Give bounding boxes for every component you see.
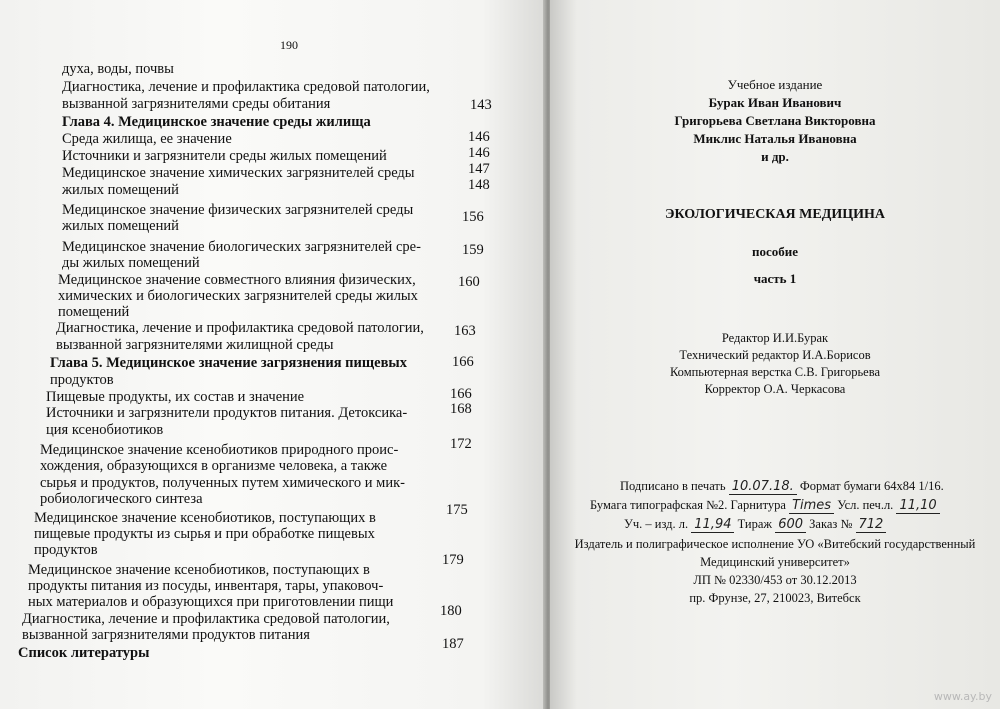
toc-line: продуктов (34, 542, 98, 558)
toc-page-ref: 166 (450, 386, 472, 402)
toc-page-ref: 147 (468, 161, 490, 177)
toc-line: сырья и продуктов, полученных путем химического и мик- (40, 475, 405, 491)
imprint-publisher-1: Издатель и полиграфическое исполнение УО «Витебский государственный (574, 537, 976, 551)
edition-type: Учебное издание (727, 77, 823, 92)
toc-line: вызванной загрязнителями продуктов питания (22, 627, 310, 643)
toc-line: ды жилых помещений (62, 255, 200, 271)
imprint-paper: Бумага типографская №2. Гарнитура Times Усл. печ.л. 11,10 (590, 499, 940, 512)
toc-line: Источники и загрязнители продуктов питания. Детоксика- (46, 405, 408, 421)
toc-line: Среда жилища, ее значение (62, 131, 232, 147)
toc-line: продуктов (50, 372, 114, 388)
toc-line: вызванной загрязнителями жилищной среды (56, 337, 334, 353)
publisher-sheets: 11,94 (691, 517, 734, 533)
imprint-license: ЛП № 02330/453 от 30.12.2013 (693, 573, 857, 587)
watermark: www.ay.by (933, 690, 992, 703)
credit-layout: Компьютерная верстка С.В. Григорьева (669, 365, 881, 379)
toc-line: пищевые продукты из сырья и при обработке пищевых (34, 526, 375, 542)
toc-line: Глава 4. Медицинское значение среды жилища (62, 114, 371, 130)
toc-line: духа, воды, почвы (62, 61, 174, 77)
toc-page-ref: 163 (454, 323, 476, 339)
toc-line: вызванной загрязнителями среды обитания (62, 96, 331, 112)
toc-line: Медицинское значение совместного влияния физических, (58, 272, 416, 288)
author-3: Миклис Наталья Ивановна (693, 131, 857, 146)
imprint-address: пр. Фрунзе, 27, 210023, Витебск (689, 591, 861, 605)
toc-page-ref: 166 (452, 354, 474, 370)
book-title: ЭКОЛОГИЧЕСКАЯ МЕДИЦИНА (664, 207, 886, 222)
toc-page-ref: 148 (468, 177, 490, 193)
toc-page-ref: 172 (450, 436, 472, 452)
toc-line: Медицинское значение ксенобиотиков, поступающих в (34, 510, 376, 526)
toc-line: жилых помещений (62, 182, 179, 198)
toc-page-ref: 146 (468, 129, 490, 145)
toc-line: химических и биологических загрязнителей среды жилых (58, 288, 418, 304)
toc-page-ref: 175 (446, 502, 468, 518)
toc-line: Медицинское значение химических загрязнителей среды (62, 165, 415, 181)
toc-line: ных материалов и образующихся при приготовлении пищи (28, 594, 394, 610)
toc-line: Медицинское значение физических загрязнителей среды (62, 202, 414, 218)
toc-line: продукты питания из посуды, инвентаря, тары, упаковоч- (28, 578, 384, 594)
toc-line: Источники и загрязнители среды жилых помещений (62, 148, 387, 164)
toc-line: Список литературы (18, 645, 150, 661)
book-part: часть 1 (753, 271, 797, 286)
toc-page-ref: 143 (470, 97, 492, 113)
toc-page-ref: 156 (462, 209, 484, 225)
right-page (550, 0, 1000, 709)
toc-line: хождения, образующихся в организме человека, а также (40, 458, 388, 474)
author-1: Бурак Иван Иванович (708, 95, 842, 110)
toc-page-ref: 179 (442, 552, 464, 568)
imprint-signed: Подписано в печать 10.07.18. Формат бумаги 64х84 1/16. (620, 479, 944, 494)
toc-page-ref: 180 (440, 603, 462, 619)
toc-line: Диагностика, лечение и профилактика средовой патологии, (22, 611, 390, 627)
imprint-publisher-2: Медицинский университет» (700, 555, 850, 569)
author-etc: и др. (761, 149, 789, 164)
signed-date: 10.07.18. (729, 479, 797, 495)
credit-proofreader: Корректор О.А. Черкасова (704, 382, 846, 396)
imprint-run: Уч. – изд. л. 11,94 Тираж 600 Заказ № 712 (624, 518, 886, 531)
toc-line: Медицинское значение ксенобиотиков природного проис- (40, 442, 399, 458)
toc-line: робиологического синтеза (40, 491, 203, 507)
toc-line: ция ксенобиотиков (46, 422, 164, 438)
order-number: 712 (856, 517, 887, 533)
toc-line: Пищевые продукты, их состав и значение (46, 389, 305, 405)
page-number: 190 (280, 38, 298, 52)
toc-line: Медицинское значение биологических загрязнителей сре- (62, 239, 421, 255)
toc-line: Медицинское значение ксенобиотиков, поступающих в (28, 562, 370, 578)
book-subtitle: пособие (751, 244, 799, 259)
toc-page-ref: 146 (468, 145, 490, 161)
print-run: 600 (775, 517, 806, 533)
author-2: Григорьева Светлана Викторовна (674, 113, 876, 128)
print-sheets: 11,10 (896, 498, 939, 514)
credit-tech-editor: Технический редактор И.А.Борисов (679, 348, 871, 362)
toc-line: Диагностика, лечение и профилактика средовой патологии, (62, 79, 430, 95)
toc-page-ref: 168 (450, 401, 472, 417)
toc-line: Глава 5. Медицинское значение загрязнения пищевых (50, 355, 407, 371)
toc-page-ref: 160 (458, 274, 480, 290)
toc-line: Диагностика, лечение и профилактика средовой патологии, (56, 320, 424, 336)
toc-page-ref: 159 (462, 242, 484, 258)
credit-editor: Редактор И.И.Бурак (721, 331, 829, 345)
typeface: Times (789, 498, 834, 514)
toc-page-ref: 187 (442, 636, 464, 652)
toc-line: помещений (58, 304, 130, 320)
toc-line: жилых помещений (62, 218, 179, 234)
